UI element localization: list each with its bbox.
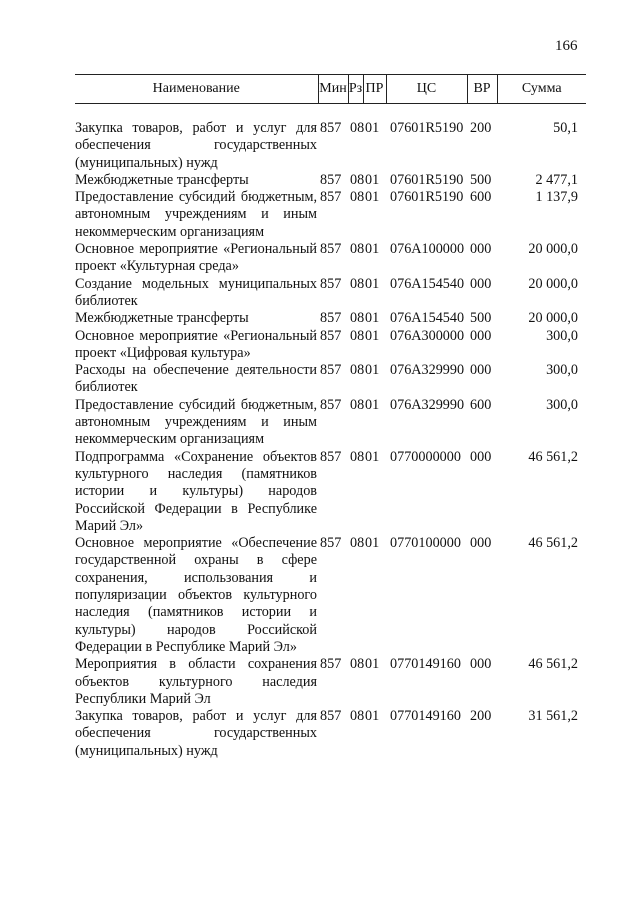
row-name: Подпрограмма «Сохранение объектов культурного наследия (памятников истории и культуры) народов Российской Федерации в Республике Марий Эл» (75, 448, 317, 534)
row-pr: 01 (365, 189, 380, 206)
row-pr: 01 (365, 120, 380, 136)
row-min: 857 (320, 448, 342, 465)
row-cs: 076A100000 (390, 241, 465, 258)
row-rz: 08 (350, 120, 365, 136)
row-sum: 31 561,2 (528, 708, 578, 725)
row-vr: 000 (470, 327, 492, 344)
row-sum: 20 000,0 (528, 241, 578, 258)
row-sum: 20 000,0 (528, 275, 578, 292)
row-min: 857 (320, 535, 342, 552)
row-rz: 08 (350, 362, 365, 379)
row-name: Расходы на обеспечение деятельности библиотек (75, 362, 317, 396)
budget-table (75, 74, 586, 760)
row-cs: 076A300000 (390, 327, 465, 344)
row-cs: 07601R5190 (390, 171, 464, 188)
row-sum: 46 561,2 (528, 656, 578, 673)
row-sum: 46 561,2 (528, 535, 578, 552)
table-row (75, 310, 586, 327)
row-min: 857 (320, 189, 342, 206)
table-row (75, 120, 586, 172)
row-name: Закупка товаров, работ и услуг для обеспечения государственных (муниципальных) нужд (75, 708, 317, 759)
row-pr: 01 (365, 448, 380, 465)
row-vr: 200 (470, 708, 492, 725)
header-vr: ВР (467, 75, 497, 104)
row-sum: 20 000,0 (528, 310, 578, 327)
row-vr: 600 (470, 396, 492, 413)
row-sum: 46 561,2 (528, 448, 578, 465)
row-vr: 500 (470, 171, 492, 188)
row-rz: 08 (350, 241, 365, 258)
row-name: Закупка товаров, работ и услуг для обеспечения государственных (муниципальных) нужд (75, 120, 317, 171)
row-min: 857 (320, 310, 342, 327)
table-row (75, 656, 586, 708)
header-rz: Рз (348, 75, 363, 104)
row-sum: 300,0 (546, 327, 578, 344)
row-rz: 08 (350, 708, 365, 725)
row-rz: 08 (350, 656, 365, 673)
row-min: 857 (320, 396, 342, 413)
budget-table-container (75, 74, 586, 760)
row-pr: 01 (365, 396, 380, 413)
table-row (75, 241, 586, 276)
row-min: 857 (320, 656, 342, 673)
row-pr: 01 (365, 708, 380, 725)
row-sum: 50,1 (553, 120, 578, 136)
header-sum: Сумма (497, 75, 586, 104)
row-min: 857 (320, 171, 342, 188)
table-row (75, 535, 586, 656)
header-pr: ПР (363, 75, 386, 104)
table-row (75, 276, 586, 311)
row-vr: 000 (470, 448, 492, 465)
row-cs: 076A154540 (390, 310, 465, 327)
row-name: Основное мероприятие «Региональный проект «Цифровая культура» (75, 327, 317, 361)
row-rz: 08 (350, 535, 365, 552)
header-spacer (75, 104, 586, 121)
row-cs: 0770149160 (390, 708, 461, 725)
table-header-row (75, 75, 586, 104)
row-min: 857 (320, 362, 342, 379)
row-cs: 076A154540 (390, 275, 465, 292)
row-rz: 08 (350, 448, 365, 465)
table-row (75, 397, 586, 449)
table-row (75, 449, 586, 535)
row-pr: 01 (365, 656, 380, 673)
row-sum: 300,0 (546, 396, 578, 413)
header-min: Мин (318, 75, 348, 104)
table-row (75, 708, 586, 760)
row-name: Предоставление субсидий бюджетным, автономным учреждениям и иным некоммерческим организациям (75, 396, 317, 448)
row-vr: 000 (470, 656, 492, 673)
row-vr: 000 (470, 362, 492, 379)
row-sum: 1 137,9 (535, 189, 578, 206)
row-name: Мероприятия в области сохранения объектов культурного наследия Республики Марий Эл (75, 656, 317, 707)
row-pr: 01 (365, 171, 380, 188)
row-cs: 0770000000 (390, 448, 461, 465)
row-min: 857 (320, 241, 342, 258)
row-vr: 600 (470, 189, 492, 206)
row-pr: 01 (365, 535, 380, 552)
row-rz: 08 (350, 396, 365, 413)
row-min: 857 (320, 275, 342, 292)
row-vr: 200 (470, 120, 492, 136)
row-rz: 08 (350, 189, 365, 206)
row-pr: 01 (365, 241, 380, 258)
row-min: 857 (320, 708, 342, 725)
row-name: Межбюджетные трансферты (75, 310, 249, 327)
row-vr: 500 (470, 310, 492, 327)
row-cs: 0770100000 (390, 535, 461, 552)
row-name: Основное мероприятие «Региональный проект «Культурная среда» (75, 241, 317, 275)
row-min: 857 (320, 327, 342, 344)
table-row (75, 362, 586, 397)
row-pr: 01 (365, 310, 380, 327)
header-cs: ЦС (386, 75, 467, 104)
table-row (75, 189, 586, 241)
row-cs: 076A329990 (390, 396, 465, 413)
row-vr: 000 (470, 275, 492, 292)
row-min: 857 (320, 120, 342, 136)
row-vr: 000 (470, 535, 492, 552)
row-rz: 08 (350, 275, 365, 292)
row-sum: 300,0 (546, 362, 578, 379)
row-vr: 000 (470, 241, 492, 258)
row-rz: 08 (350, 310, 365, 327)
row-name: Создание модельных муниципальных библиотек (75, 275, 317, 309)
table-row (75, 328, 586, 363)
row-sum: 2 477,1 (535, 171, 578, 188)
row-cs: 07601R5190 (390, 189, 464, 206)
table-row (75, 172, 586, 189)
page-number: 166 (555, 38, 578, 54)
row-pr: 01 (365, 327, 380, 344)
row-cs: 07601R5190 (390, 120, 464, 136)
row-pr: 01 (365, 362, 380, 379)
row-cs: 076A329990 (390, 362, 465, 379)
row-rz: 08 (350, 171, 365, 188)
row-name: Предоставление субсидий бюджетным, автономным учреждениям и иным некоммерческим организациям (75, 189, 317, 240)
row-cs: 0770149160 (390, 656, 461, 673)
row-pr: 01 (365, 275, 380, 292)
row-rz: 08 (350, 327, 365, 344)
row-name: Межбюджетные трансферты (75, 171, 249, 188)
header-name: Наименование (75, 75, 318, 104)
row-name: Основное мероприятие «Обеспечение государственной охраны в сфере сохранения, использования и популяризации объектов культурного наследия (памятников истории и культуры) народов Российской Федерации в Республике Марий Эл» (75, 535, 317, 655)
